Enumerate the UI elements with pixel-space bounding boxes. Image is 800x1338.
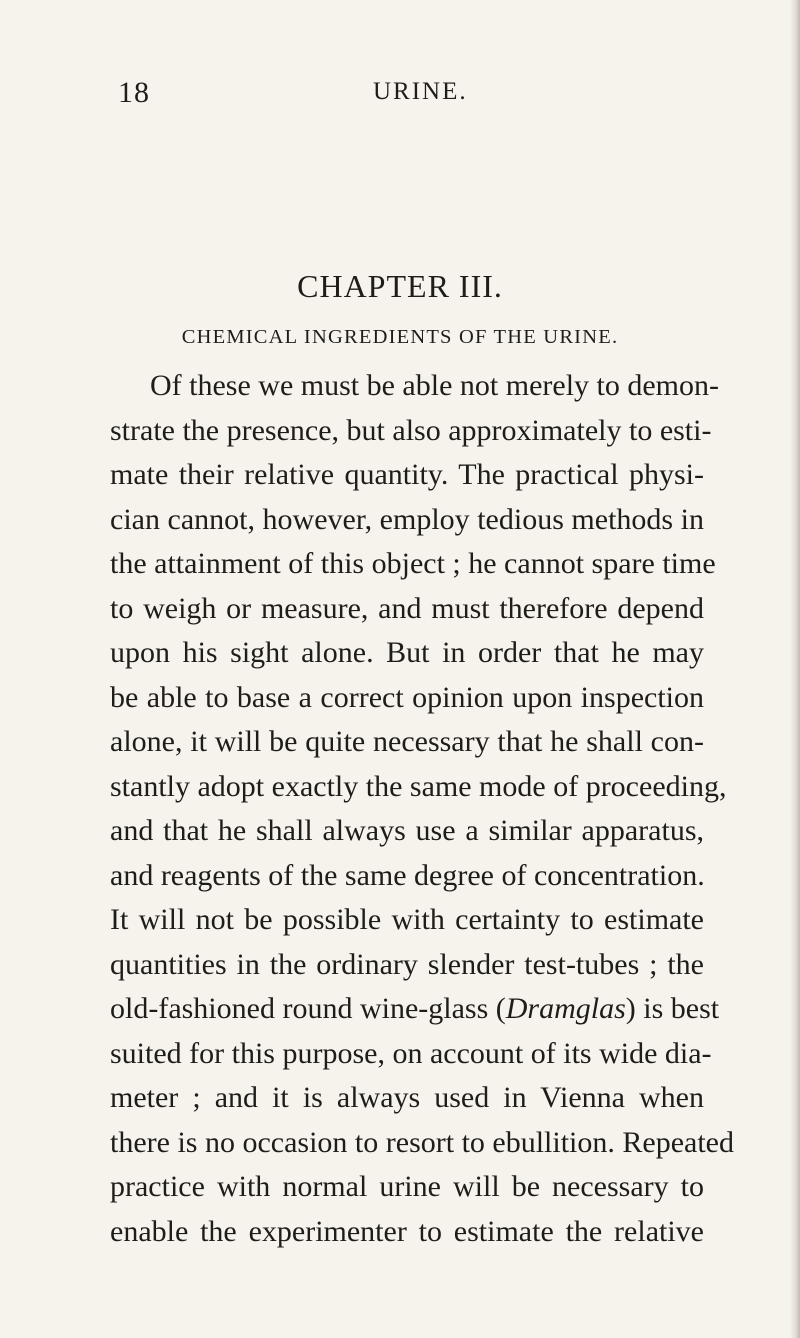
page-edge-shadow bbox=[790, 0, 800, 1338]
text-line: cian cannot, however, employ tedious methods in bbox=[110, 502, 704, 536]
running-head bbox=[118, 76, 678, 110]
italic-term: Dramglas bbox=[505, 992, 626, 1025]
text-line: It will not be possible with certainty to estimate bbox=[110, 903, 704, 936]
text-line: and that he shall always use a similar apparatus, bbox=[110, 814, 704, 847]
text-line: old-fashioned round wine-glass (Dramglas) is best bbox=[110, 992, 720, 1025]
text-line: be able to base a correct opinion upon inspection bbox=[110, 680, 704, 714]
body-paragraph bbox=[110, 364, 734, 1254]
text-line: meter ; and it is always used in Vienna when bbox=[110, 1081, 704, 1114]
text-line: strate the presence, but also approximately to esti- bbox=[110, 413, 712, 447]
text-line: practice with normal urine will be necessary to bbox=[110, 1170, 704, 1203]
text-line: alone, it will be quite necessary that he shall con- bbox=[110, 725, 704, 758]
text-line: there is no occasion to resort to ebullition. Repeated bbox=[110, 1125, 734, 1159]
text-line: suited for this purpose, on account of its wide dia- bbox=[110, 1036, 712, 1070]
text-line: to weigh or measure, and must therefore depend bbox=[110, 591, 704, 625]
text-line: and reagents of the same degree of concentration. bbox=[110, 858, 705, 892]
text-line: upon his sight alone. But in order that he may bbox=[110, 636, 704, 669]
text-line: mate their relative quantity. The practical physi- bbox=[110, 458, 704, 491]
chapter-subtitle: CHEMICAL INGREDIENTS OF THE URINE. bbox=[181, 326, 619, 348]
text-line: enable the experimenter to estimate the relative bbox=[110, 1214, 704, 1248]
page-number: 18 bbox=[118, 76, 150, 109]
text-line: the attainment of this object ; he cannot spare time bbox=[110, 547, 716, 580]
text-line: quantities in the ordinary slender test-tubes ; the bbox=[110, 947, 704, 981]
text-line: Of these we must be able not merely to demon- bbox=[150, 369, 720, 402]
chapter-title: CHAPTER III. bbox=[297, 268, 503, 304]
running-title: URINE. bbox=[373, 78, 468, 105]
text-line: stantly adopt exactly the same mode of proceeding, bbox=[110, 769, 727, 803]
